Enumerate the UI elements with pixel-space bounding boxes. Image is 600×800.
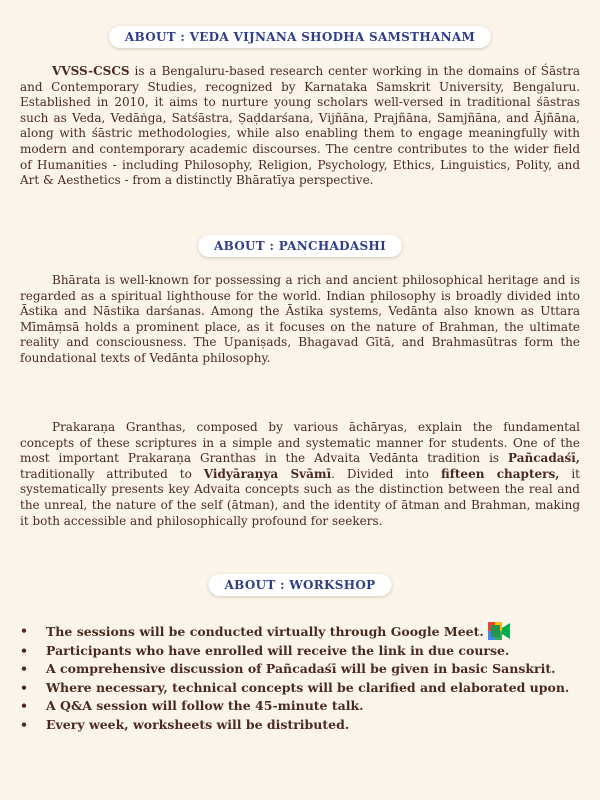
- para3-text-1: Prakaraṇa Granthas, composed by various āchāryas, explain the fundamental concepts of these scriptures in a simple and systematic manner for students. One of the most important Prakaraṇa Granthas in the Advaita Vedānta tradition is: [20, 420, 580, 466]
- panchadashi-title: Pañcadaśī,: [508, 451, 580, 466]
- workshop-point: [20, 622, 580, 642]
- workshop-point: • Where necessary, technical concepts will be clarified and elaborated upon.: [20, 679, 580, 698]
- workshop-point: • A Q&A session will follow the 45-minute talk.: [20, 697, 580, 716]
- workshop-point: • A comprehensive discussion of Pañcadaśī will be given in basic Sanskrit.: [20, 660, 580, 679]
- google-meet-icon: [488, 622, 510, 640]
- workshop-point-text: The sessions will be conducted virtually through Google Meet.: [46, 624, 484, 639]
- about-vvss-text: is a Bengaluru-based research center working in the domains of Śāstra and Contemporary Studies, recognized by Karnataka Samskrit University, Bengaluru. Established in 2010, it aims to nurture young scholars well-versed in traditional śāstras such as Veda, Vedāṅga, Satśāstra, Ṣaḍdarśana, Vijñāna, Prajñāna, Samjñāna, and Ājñāna, along with śāstric methodologies, while also enabling them to engage meaningfully with modern and contemporary academic discourses. The centre contributes to the wider field of Humanities - including Philosophy, Religion, Psychology, Ethics, Linguistics, Polity, and Art & Aesthetics - from a distinctly Bhāratīya perspective.: [20, 64, 580, 188]
- section-heading-panchadashi: ABOUT : PANCHADASHI: [198, 235, 402, 257]
- para3-text-4: it systematically presents key Advaita concepts such as the distinction between the real and the unreal, the nature of the self (ātman), and the identity of ātman and Brahman, making it both accessible and philosophically profound for seekers.: [20, 466, 581, 528]
- section-heading-veda: ABOUT : VEDA VIJNANA SHODHA SAMSTHANAM: [109, 26, 491, 48]
- workshop-point: • Participants who have enrolled will receive the link in due course.: [20, 642, 580, 661]
- workshop-list: [20, 622, 580, 734]
- para3-text-3: . Divided into: [331, 466, 441, 481]
- panchadashi-paragraph-1: Bhārata is well-known for possessing a rich and ancient philosophical heritage and is regarded as a spiritual lighthouse for the world. Indian philosophy is broadly divided into Āstika and Nāstika darśanas. Among the Āstika systems, Vedānta also known as Uttara Mīmāṃsā holds a prominent place, as it focuses on the nature of Brahman, the ultimate reality and consciousness. The Upaniṣads, Bhagavad Gītā, and Brahmasūtras form the foundational texts of Vedānta philosophy.: [20, 273, 580, 365]
- section-heading-workshop: ABOUT : WORKSHOP: [209, 574, 392, 596]
- workshop-point: • Every week, worksheets will be distributed.: [20, 716, 580, 735]
- about-vvss-paragraph: [20, 64, 580, 189]
- author-name: Vidyāraṇya Svāmī: [203, 466, 332, 481]
- chapter-count: fifteen chapters,: [441, 466, 560, 481]
- para3-text-2: traditionally attributed to: [20, 466, 204, 481]
- vvss-name: VVSS-CSCS: [52, 64, 130, 78]
- panchadashi-paragraph-2: [20, 420, 580, 529]
